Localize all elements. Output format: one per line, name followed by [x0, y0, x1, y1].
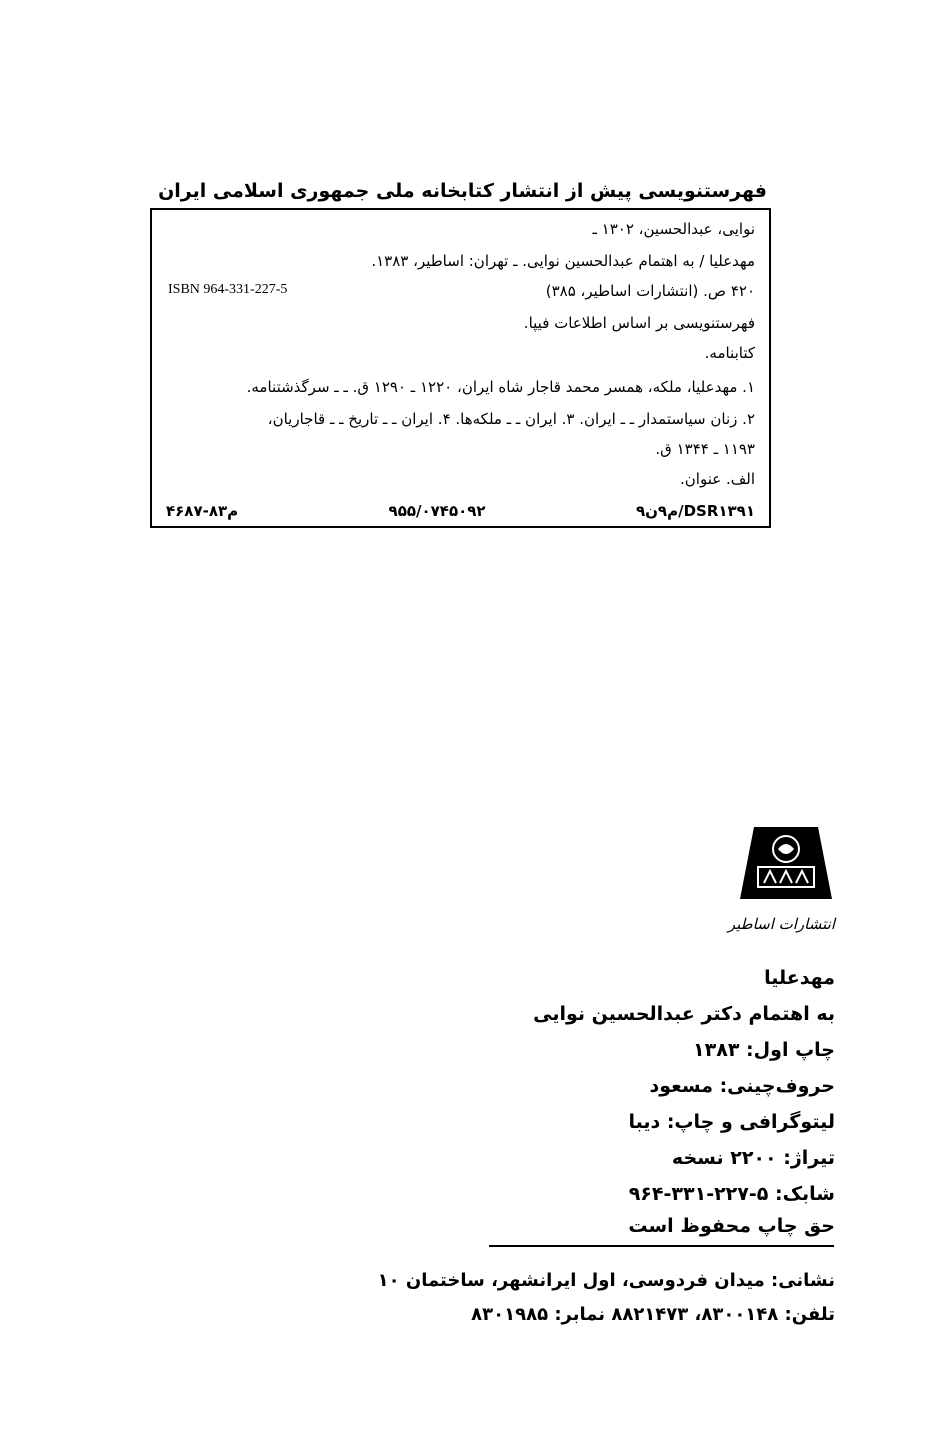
- cip-bibliography-line: کتابنامه.: [704, 344, 755, 362]
- cip-national-code: م۸۳-۴۶۸۷: [166, 502, 239, 520]
- colophon-editor: به اهتمام دکتر عبدالحسین نوایی: [533, 1003, 835, 1025]
- cip-codes-row: [166, 496, 755, 526]
- cip-heading: فهرستنویسی پیش از انتشار کتابخانه ملی جمهوری اسلامی ایران: [158, 180, 767, 202]
- colophon-isbn: شابک: ۵-۲۲۷-۳۳۱-۹۶۴: [628, 1183, 835, 1205]
- cip-title-line: مهدعلیا / به اهتمام عبدالحسین نوایی. ـ تهران: اساطیر، ۱۳۸۳.: [371, 252, 755, 270]
- cip-classification-code: DSR۱۳۹۱/م۹ن۹: [635, 502, 755, 520]
- cip-subject-line-3: ۱۱۹۳ ـ ۱۳۴۴ ق.: [655, 440, 755, 458]
- colophon-title: مهدعلیا: [764, 967, 835, 989]
- colophon-printing: لیتوگرافی و چاپ: دیبا: [628, 1111, 835, 1133]
- cip-note-line: فهرستنویسی بر اساس اطلاعات فیپا.: [523, 314, 755, 332]
- cip-title-entry-line: الف. عنوان.: [680, 470, 755, 488]
- cip-isbn: ISBN 964-331-227-5: [168, 282, 288, 297]
- cip-dewey-code: ۹۵۵/۰۷۴۵۰۹۲: [388, 502, 486, 520]
- colophon-edition: چاپ اول: ۱۳۸۳: [693, 1039, 835, 1061]
- colophon-copyright: حق چاپ محفوظ است: [628, 1215, 835, 1237]
- cip-author-line: نوایی، عبدالحسین، ۱۳۰۲ ـ: [592, 220, 755, 238]
- cip-record-box: [150, 208, 771, 528]
- publisher-caption: انتشارات اساطیر: [727, 915, 835, 933]
- cip-subject-line-2: ۲. زنان سیاستمدار ـ ـ ایران. ۳. ایران ـ ـ ملکه‌ها. ۴. ایران ـ ـ تاریخ ـ ـ قاجاریان،: [267, 410, 755, 428]
- cip-subject-line-1: ۱. مهدعلیا، ملکه، همسر محمد قاجار شاه ایران، ۱۲۲۰ ـ ۱۲۹۰ ق. ـ ـ سرگذشتنامه.: [246, 378, 755, 396]
- publisher-address: نشانی: میدان فردوسی، اول ایرانشهر، ساختمان ۱۰: [377, 1270, 835, 1291]
- colophon-typesetting: حروف‌چینی: مسعود: [649, 1075, 835, 1097]
- colophon-print-run: تیراژ: ۲۲۰۰ نسخه: [671, 1147, 835, 1169]
- cip-pages-line: ۴۲۰ ص. (انتشارات اساطیر، ۳۸۵): [545, 282, 755, 300]
- publisher-phone: تلفن: ۸۳۰۰۱۴۸، ۸۸۲۱۴۷۳ نمابر: ۸۳۰۱۹۸۵: [471, 1304, 835, 1325]
- publisher-logo-icon: [740, 827, 832, 899]
- divider: [489, 1245, 834, 1247]
